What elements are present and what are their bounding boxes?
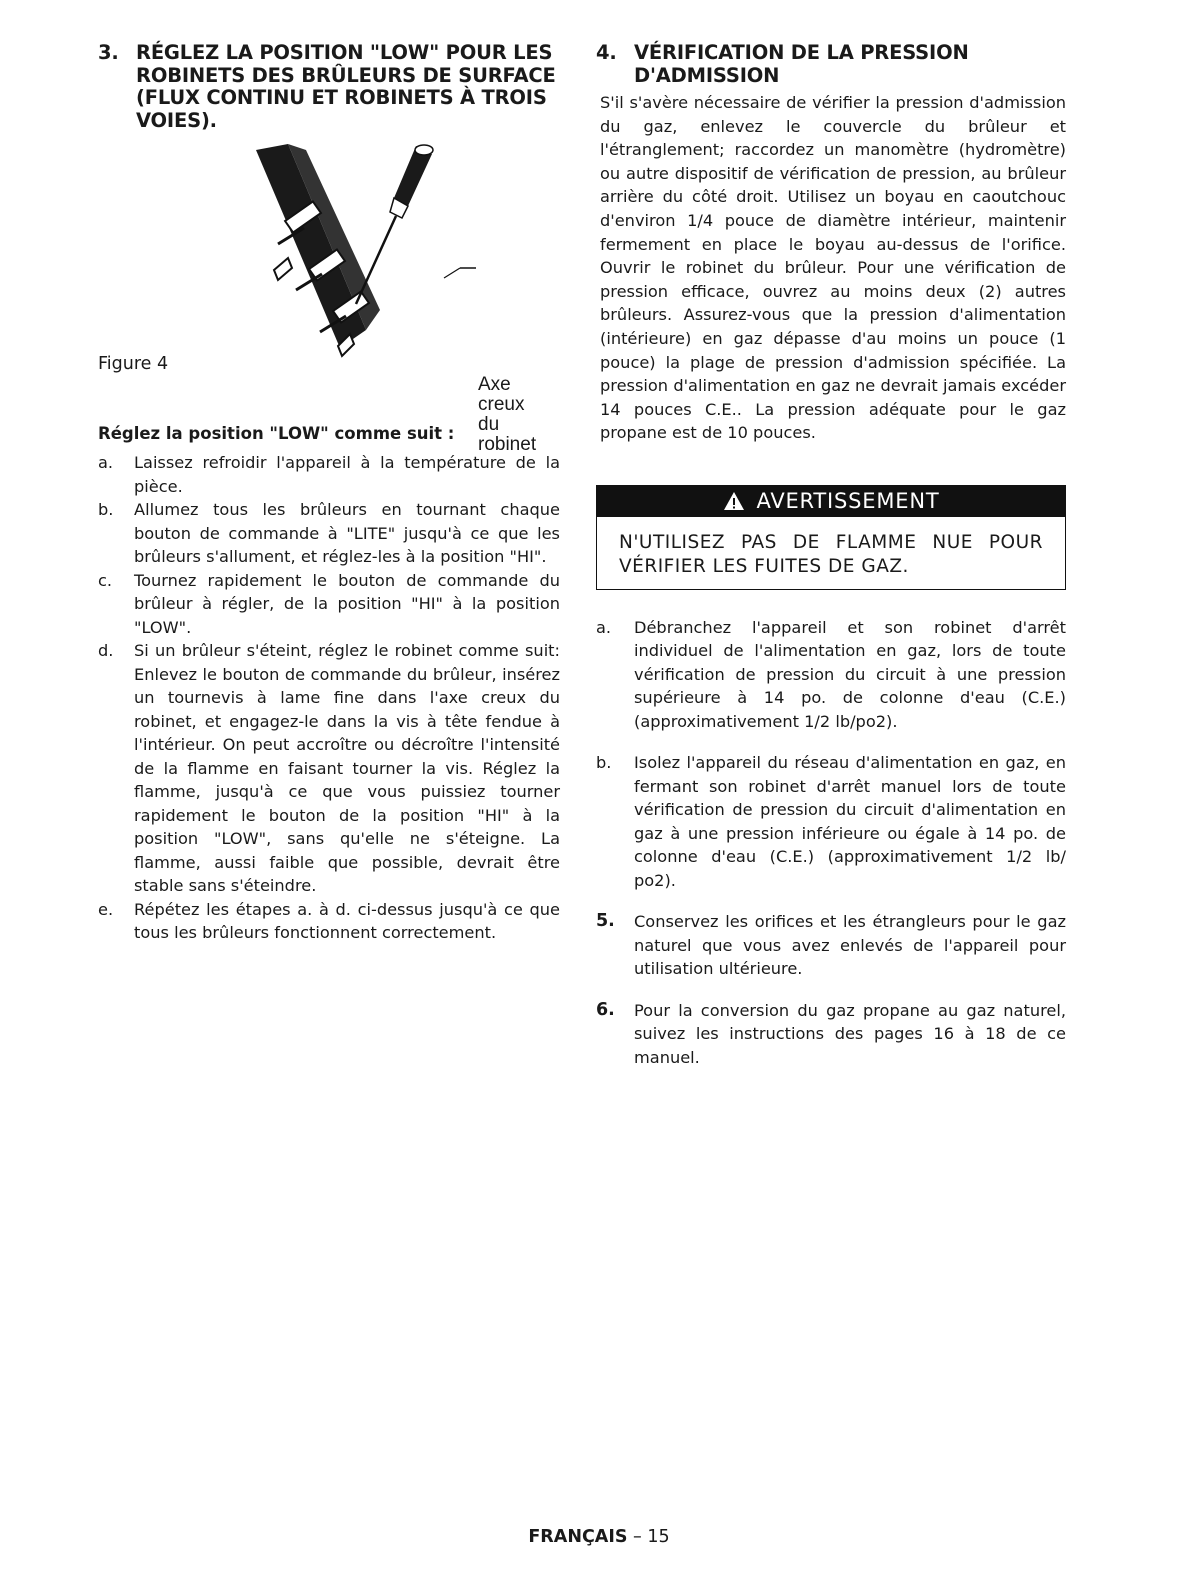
right-column xyxy=(596,42,1066,1087)
list-item: b. Isolez l'appareil du réseau d'alimentation en gaz, en fermant son robinet d'arrêt manuel lors de toute vérification de pression du circuit d'alimentation en gaz à une pression inférieure ou égale à 14 po. de colonne d'eau (C.E.) (approximativement 1/2 lb/ po2). xyxy=(596,753,1066,890)
list-item: a. Laissez refroidir l'appareil à la température de la pièce. xyxy=(98,453,560,496)
right-steps-list xyxy=(596,616,1066,1070)
section-number: 4. xyxy=(596,41,617,64)
section-title: RÉGLEZ LA POSITION "LOW" POUR LES ROBINETS DES BRÛLEURS DE SURFACE (FLUX CONTINU ET ROBINETS À TROIS VOIES). xyxy=(136,41,556,132)
list-item: c. Tournez rapidement le bouton de commande du brûleur à régler, de la position "HI" à la position "LOW". xyxy=(98,570,560,637)
left-steps-list xyxy=(98,451,560,945)
figure-callout-label: Axe creux du robinet xyxy=(478,374,537,455)
section-number: 3. xyxy=(98,41,119,64)
warning-header xyxy=(597,486,1065,517)
valve-screwdriver-illustration xyxy=(248,140,478,370)
left-column xyxy=(98,42,560,945)
warning-box xyxy=(596,485,1066,590)
page-number: 15 xyxy=(647,1527,670,1547)
list-item: b. Allumez tous les brûleurs en tournant chaque bouton de commande à "LITE" jusqu'à ce que les brûleurs s'allument, et réglez-les à la position "HI". xyxy=(98,500,560,566)
list-item: a. Débranchez l'appareil et son robinet d'arrêt individuel de l'alimentation en gaz, lors de toute vérification de pression du circuit à une pression supérieure à 14 po. de colonne d'eau (C.E.) (approximativement 1/2 lb/po2). xyxy=(596,617,1066,731)
list-item: d. Si un brûleur s'éteint, réglez le robinet comme suit: Enlevez le bouton de commande du brûleur, insérez un tournevis à lame fine dans l'axe creux du robinet, et engagez-le dans la vis à tête fendue à l'intérieur. On peut accroître ou décroître l'intensité de la flamme en faisant tourner la vis. Réglez la flamme, jusqu'à ce que vous puissiez tourner rapidement le bouton de la position "HI" à la position "LOW", sans qu'elle ne s'éteigne. La flamme, aussi faible que possible, devrait être stable sans s'éteindre. xyxy=(98,641,560,895)
footer-separator: – xyxy=(627,1527,648,1547)
warning-text: N'UTILISEZ PAS DE FLAMME NUE POUR VÉRIFIER LES FUITES DE GAZ. xyxy=(619,531,1043,577)
figure-caption: Figure 4 xyxy=(98,354,169,374)
section-3-heading xyxy=(98,42,560,132)
page-footer xyxy=(0,1527,1198,1547)
intro-paragraph: S'il s'avère nécessaire de vérifier la pression d'admission du gaz, enlevez le couvercle du brûleur et l'étranglement; raccordez un manomètre (hydromètre) ou autre dispositif de vérification de pression, au brûleur arrière du côté droit. Utilisez un boyau en caoutchouc d'environ 1/4 pouce de diamètre intérieur, maintenir fermement en place le boyau au-dessus de l'orifice. Ouvrir le robinet du brûleur. Pour une vérification de pression efficace, ouvrez au moins deux (2) autres brûleurs. Assurez-vous que la pression d'alimentation (intérieure) en gaz dépasse d'au moins un pouce (1 pouce) la plage de pression d'admission spécifiée. La pression d'alimentation en gaz ne devrait jamais excéder 14 pouces C.E.. La pression adéquate pour le gaz propane est de 10 pouces. xyxy=(600,93,1066,443)
list-item: e. Répétez les étapes a. à d. ci-dessus jusqu'à ce que tous les brûleurs fonctionnent correctement. xyxy=(98,899,560,942)
list-item: 5. Conservez les orifices et les étrangleurs pour le gaz naturel que vous avez enlevés de l'appareil pour utilisation ultérieure. xyxy=(596,911,1066,979)
list-item: 6. Pour la conversion du gaz propane au gaz naturel, suivez les instructions des pages 16 à 18 de ce manuel. xyxy=(596,999,1066,1067)
section-4-heading xyxy=(596,42,1066,87)
footer-language: FRANÇAIS xyxy=(528,1527,628,1547)
section-title: VÉRIFICATION DE LA PRESSION D'ADMISSION xyxy=(634,41,969,87)
warning-title: AVERTISSEMENT xyxy=(756,488,940,513)
warning-triangle-icon xyxy=(723,491,745,511)
subheading: Réglez la position "LOW" comme suit : xyxy=(98,424,455,443)
